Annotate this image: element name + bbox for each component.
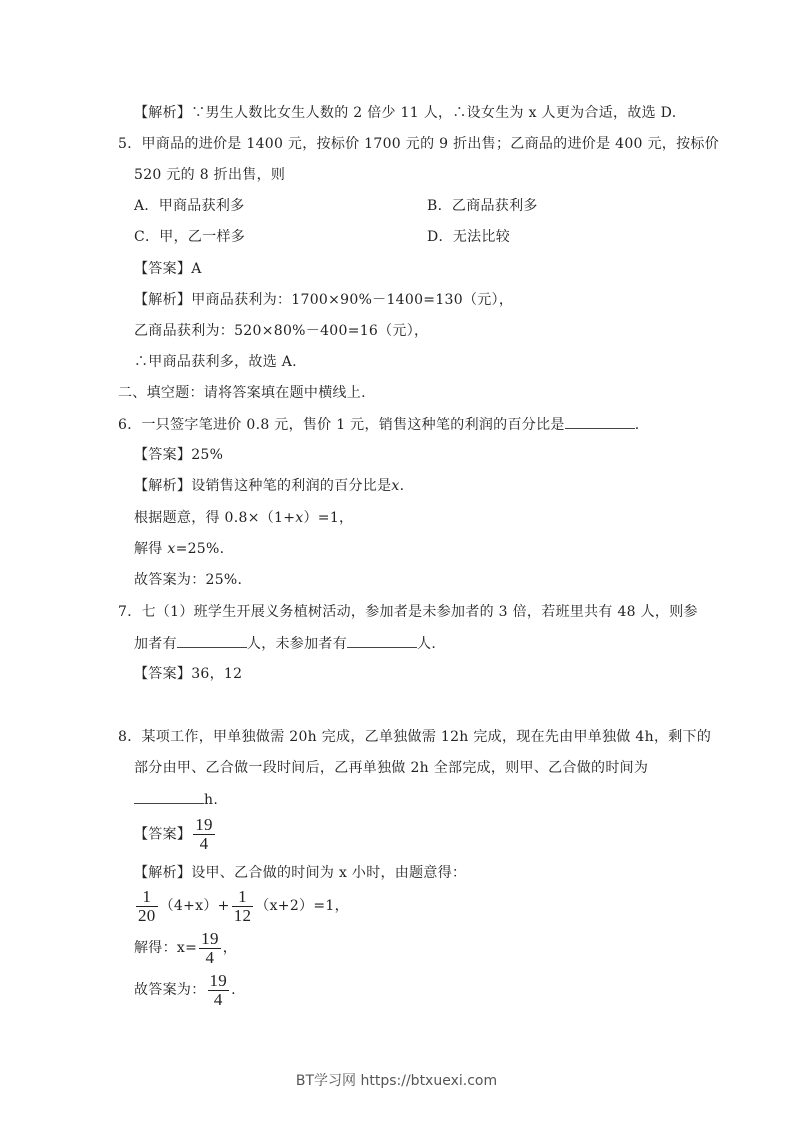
q7-question-line1: 7．七（1）班学生开展义务植树活动，参加者是未参加者的 3 倍，若班里共有 48 人，则参	[118, 604, 698, 620]
q8-answer	[134, 816, 217, 853]
fraction-1-12: $\frac{1}{12}$	[233, 886, 252, 925]
q8-question-line1: 8．某项工作，甲单独做需 20h 完成，乙单独做需 12h 完成，现在先由甲单独做 4h，剩下的	[118, 729, 712, 745]
q8-solve-fraction: $\frac{19}{4}$	[201, 928, 219, 967]
q5-analysis-1: 【解析】甲商品获利为：1700×90%－1400=130（元），	[134, 292, 514, 308]
q8-answer-blank	[134, 790, 204, 804]
q8-eq-mid2: （x+2）=1，	[255, 898, 349, 914]
q5-analysis-3: ∴甲商品获利多，故选 A.	[134, 354, 297, 370]
q5-answer: 【答案】A	[134, 261, 202, 277]
q8-solve-end: ，	[222, 940, 238, 956]
q5-option-c: C．甲，乙一样多	[134, 229, 246, 245]
q8-answer-fraction: $\frac{19}{4}$	[195, 815, 213, 853]
q8-equation	[134, 887, 349, 925]
q8-final	[134, 971, 236, 1009]
q5-option-d: D．无法比较	[427, 229, 511, 245]
q6-eq-prefix: 根据题意，得 0.8×（1+	[134, 510, 296, 526]
q8-final-fraction: $\frac{19}{4}$	[209, 970, 228, 1009]
q7-blank-2	[347, 634, 417, 648]
q6-question	[118, 415, 639, 434]
q5-option-b: B．乙商品获利多	[427, 198, 538, 214]
q5-analysis-2: 乙商品获利为：520×80%－400=16（元），	[134, 323, 429, 339]
q6-final: 故答案为：25%.	[134, 572, 243, 588]
q6-answer-blank	[565, 415, 635, 429]
q6-analysis-text: 【解析】设销售这种笔的利润的百分比是	[134, 478, 392, 494]
q6-analysis	[134, 477, 404, 495]
q8-solve	[134, 929, 237, 967]
var-x: x	[391, 478, 400, 494]
q8-final-end: .	[231, 982, 236, 998]
q5-option-a: A．甲商品获利多	[134, 198, 245, 214]
q7-text-c: 人.	[417, 636, 437, 652]
q5-question-line2: 520 元的 8 折出售，则	[134, 167, 286, 183]
q5-question-line1: 5．甲商品的进价是 1400 元，按标价 1700 元的 9 折出售；乙商品的进价是 400 元，按标价	[118, 136, 719, 152]
q7-question-line2	[134, 634, 436, 653]
section-heading-fill-in: 二、填空题：请将答案填在题中横线上.	[118, 385, 366, 401]
footer-watermark: BT学习网 https://btxuexi.com	[295, 1073, 498, 1089]
q6-question-text: 6．一只签字笔进价 0.8 元，售价 1 元，销售这种笔的利润的百分比是	[118, 417, 565, 433]
q6-eq-suffix: ）=1，	[303, 510, 354, 526]
q6-question-end: .	[634, 417, 640, 433]
q7-blank-1	[177, 634, 247, 648]
q8-solve-label: 解得：x=	[134, 940, 198, 956]
q8-question-line2: 部分由甲、乙合做一段时间后，乙再单独做 2h 全部完成，则甲、乙合做的时间为	[134, 760, 649, 776]
q7-answer: 【答案】36，12	[134, 666, 243, 682]
q8-final-label: 故答案为：	[134, 982, 206, 998]
var-x: x	[167, 541, 176, 557]
q8-answer-label: 【答案】	[134, 826, 192, 843]
q6-solve	[134, 540, 224, 558]
q4-analysis: 【解析】∵男生人数比女生人数的 2 倍少 11 人，∴设女生为 x 人更为合适，故选 D.	[134, 105, 677, 121]
q8-text-h: h.	[204, 792, 219, 808]
q6-equation	[134, 509, 353, 527]
q8-question-line3	[134, 790, 218, 809]
q6-analysis-end: .	[399, 478, 405, 494]
q7-text-b: 人，未参加者有	[246, 636, 348, 652]
var-x: x	[295, 510, 304, 526]
q6-solve-suffix: =25%.	[175, 541, 225, 557]
q6-solve-prefix: 解得	[134, 541, 168, 557]
fraction-1-20: $\frac{1}{20}$	[138, 886, 156, 925]
q8-analysis: 【解析】设甲、乙合做的时间为 x 小时，由题意得：	[134, 865, 467, 881]
q7-text-a: 加者有	[134, 636, 177, 652]
q8-eq-mid1: （4+x）+	[159, 898, 230, 914]
q6-answer: 【答案】25%	[134, 447, 224, 463]
